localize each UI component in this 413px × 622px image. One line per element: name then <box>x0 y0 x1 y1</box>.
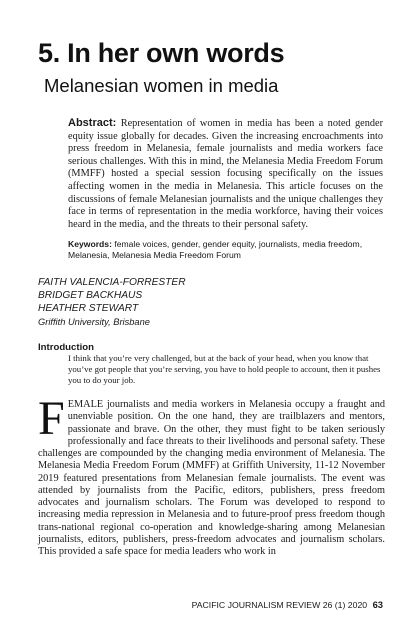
running-footer <box>192 599 383 610</box>
section-heading-introduction: Introduction <box>38 342 94 353</box>
author-affiliation: Griffith University, Brisbane <box>38 316 150 327</box>
journal-citation: PACIFIC JOURNALISM REVIEW 26 (1) 2020 <box>191 600 368 610</box>
keywords-text: female voices, gender, gender equity, journalists, media freedom, Melanesia, Melanesia Media Freedom Forum <box>68 239 363 261</box>
drop-cap: F <box>38 392 65 445</box>
abstract-text: Representation of women in media has been a noted gender equity issue globally for decades. Given the increasing encroachments into press freedom in Melanesia, female journalists and media workers face serious challenges. With this in mind, the Melanesia Media Freedom Forum (MMFF) hosted a special session focusing specifically on the issues affecting women in the media in Melanesia. This article focuses on the discussions of female Melanesian journalists and the unique challenges they face in terms of representation in the media workforce, having their voices heard in the media, and the threats to their personal safety. <box>68 118 383 230</box>
body-text <box>38 392 385 558</box>
author-name: FAITH VALENCIA-FORRESTER <box>38 277 186 288</box>
abstract-label: Abstract: <box>68 117 117 129</box>
abstract <box>68 117 383 231</box>
author-name: BRIDGET BACKHAUS <box>38 290 143 302</box>
keywords-label: Keywords: <box>68 239 112 249</box>
keywords <box>68 239 386 261</box>
body-paragraph: EMALE journalists and media workers in Melanesia occupy a fraught and unenviable position. On the one hand, they are trailblazers and mentors, passionate and brave. On the other, they must fight to be taken seriously professionally and face threats to their livelihoods and personal safety. These challenges are compounded by the changing media environment of Melanesia. The Melanesia Media Freedom Forum (MMFF) at Griffith University, 11-12 November 2019 featured presentations from Melanesian female journalists. The event was attended by journalists from the Pacific, editors, publishers, press freedom advocates and journalism scholars. The Forum was developed to respond to increasing media repression in Melanesia and to future-proof press freedom though trans-national regional co-operation and knowledge-sharing among Melanesian journalists, editors, publishers, press-freedom advocates and journalism scholars. This provided a safe space for media leaders who work in <box>38 399 385 557</box>
article-title: 5. In her own words <box>38 38 285 68</box>
page-number: 63 <box>372 599 383 610</box>
epigraph-quote: I think that you’re very challenged, but at the back of your head, when you know that you’ve got people that you’re serving, you have to hold people to account, then it pushes you to do your job. <box>68 353 381 385</box>
article-subtitle: Melanesian women in media <box>44 75 279 96</box>
author-block <box>38 276 186 329</box>
author-name: HEATHER STEWART <box>38 303 139 315</box>
